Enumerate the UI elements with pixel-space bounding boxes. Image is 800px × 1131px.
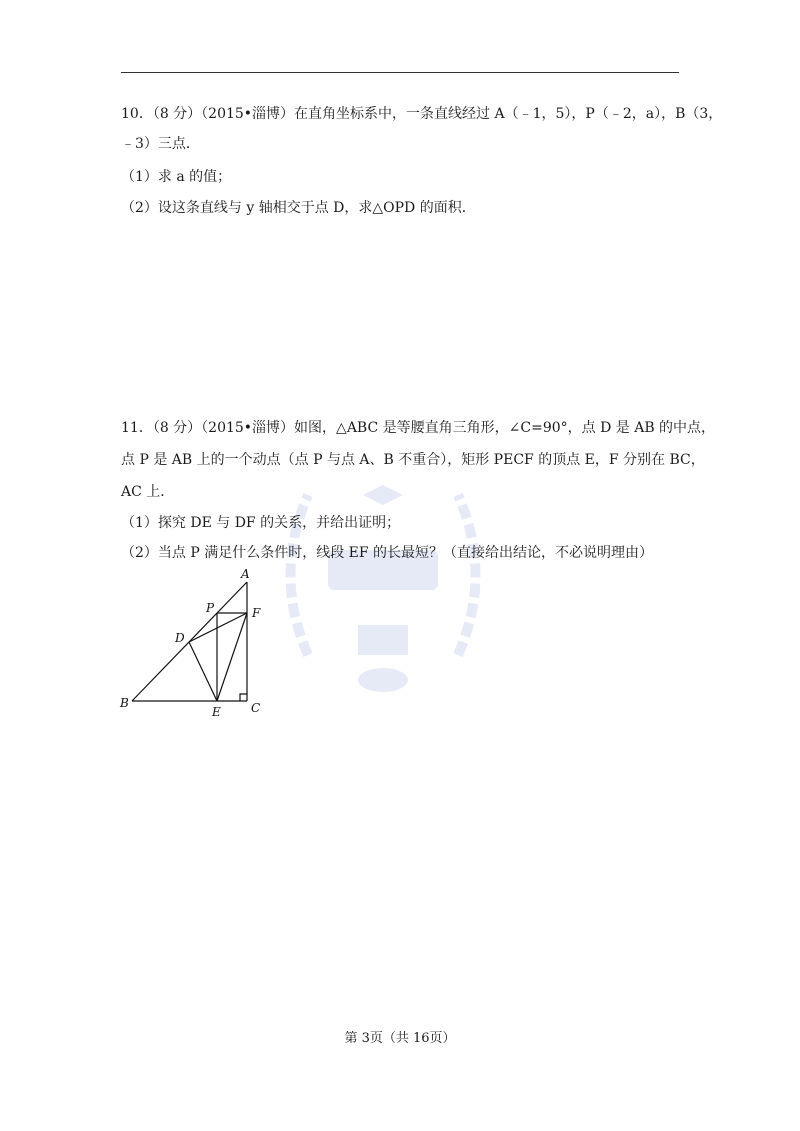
right-angle-mark [240, 694, 247, 701]
q11-part1: （1）探究 DE 与 DF 的关系，并给出证明； [121, 515, 401, 531]
label-d: D [175, 631, 185, 645]
page-footer: 第 3页（共 16页） [344, 1031, 456, 1046]
q11-stem-line2: 点 P 是 AB 上的一个动点（点 P 与点 A、B 不重合），矩形 PECF 的顶点 E，F 分别在 BC， [121, 452, 705, 468]
q11-part2: （2）当点 P 满足什么条件时，线段 EF 的长最短？（直接给出结论，不必说明理由） [121, 545, 654, 561]
label-p: P [206, 601, 215, 615]
q10-part2: （2）设这条直线与 y 轴相交于点 D，求△OPD 的面积． [121, 200, 476, 216]
q11-stem-line3: AC 上． [121, 484, 175, 500]
header-rule [121, 72, 679, 73]
triangle-figure [112, 566, 272, 718]
watermark-emblem [268, 455, 498, 705]
label-b: B [120, 696, 129, 710]
q10-part1: （1）求 a 的值； [121, 169, 232, 185]
segment-de [189, 642, 217, 701]
q10-stem-line2: ﹣3）三点． [121, 136, 200, 152]
label-f: F [252, 606, 261, 620]
label-e: E [212, 705, 221, 718]
q11-stem-line1: 11．（8 分）（2015•淄博）如图，△ABC 是等腰直角三角形，∠C=90°，点 D 是 AB 的中点， [121, 420, 716, 436]
q10-stem-line1: 10．（8 分）（2015•淄博）在直角坐标系中，一条直线经过 A（﹣1，5），P（﹣2，a），B（3， [121, 106, 723, 122]
label-a: A [241, 567, 250, 581]
label-c: C [251, 701, 261, 715]
